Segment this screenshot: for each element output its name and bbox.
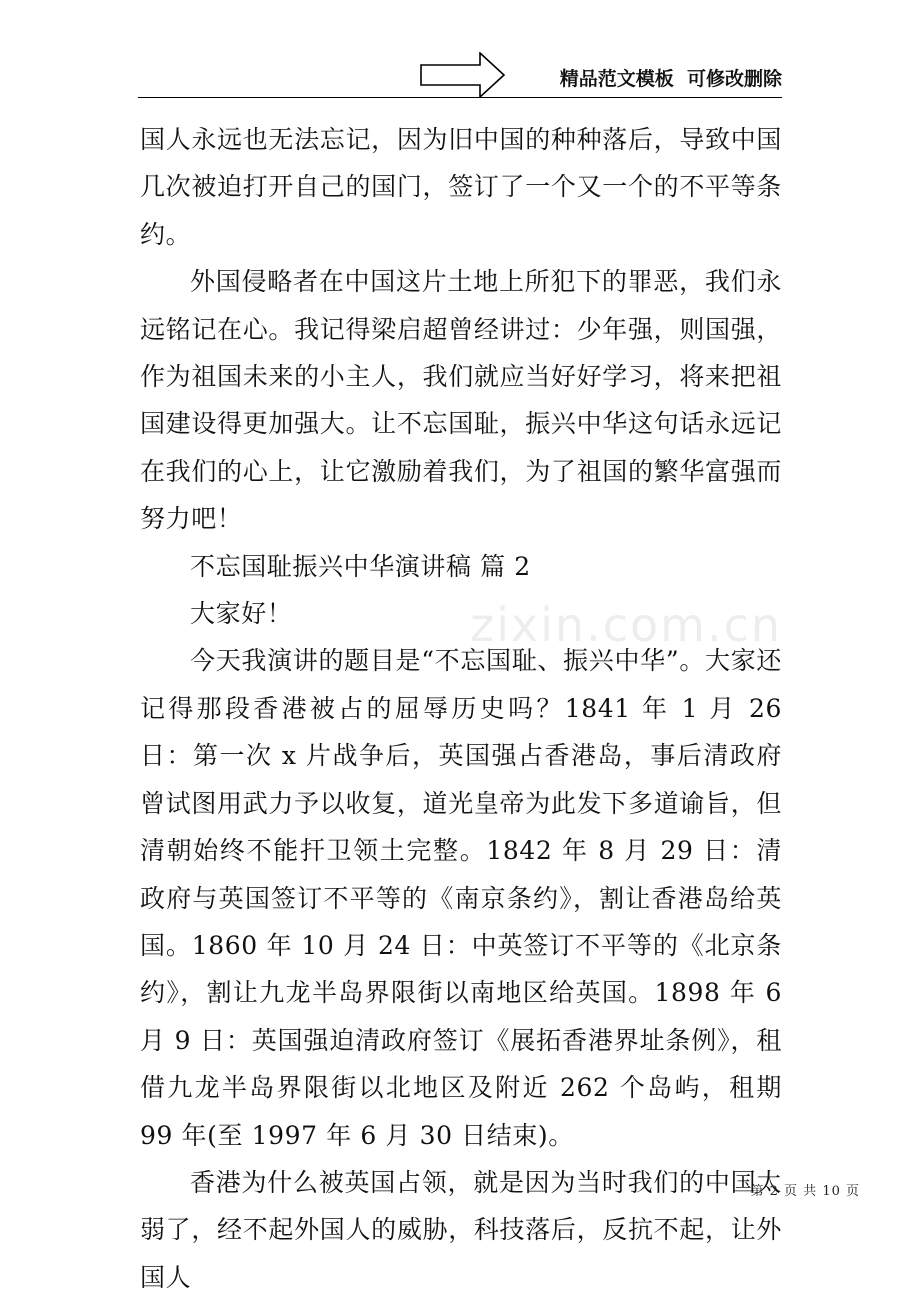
header-title: 精品范文模板 可修改删除: [559, 68, 782, 90]
paragraph: 香港为什么被英国占领，就是因为当时我们的中国太弱了，经不起外国人的威胁，科技落后，反抗不起，让外国人: [140, 1167, 782, 1292]
header-divider: [138, 97, 782, 98]
watermark: zixin.com.cn: [470, 598, 783, 652]
paragraph: 国人永远也无法忘记，因为旧中国的种种落后，导致中国几次被迫打开自己的国门，签订了一个又一个的不平等条约。: [140, 125, 782, 249]
paragraph: 今天我演讲的题目是“不忘国耻、振兴中华”。大家还记得那段香港被占的屈辱历史吗？1841 年 1 月 26 日：第一次 x 片战争后，英国强占香港岛，事后清政府曾试图用武力予以收复，道光皇帝为此发下多道谕旨，但清朝始终不能扞卫领土完整。1842 年 8 月 29 日：清政府与英国签订不平等的《南京条约》，割让香港岛给英国。1860 年 10 月 24 日：中英签订不平等的《北京条约》，割让九龙半岛界限街以南地区给英国。1898 年 6 月 9 日：英国强迫清政府签订《展拓香港界址条例》，租借九龙半岛界限街以北地区及附近 262 个岛屿，租期 99 年(至 1997 年 6 月 30 日结束)。: [140, 646, 782, 1150]
page-number: 第 2 页 共 10 页: [750, 1184, 860, 1199]
arrow-right-icon: [420, 52, 506, 98]
greeting: 大家好！: [190, 599, 293, 629]
document-body: [140, 116, 782, 1301]
page-header: [138, 48, 782, 98]
paragraph: 外国侵略者在中国这片土地上所犯下的罪恶，我们永远铭记在心。我记得梁启超曾经讲过：少年强，则国强，作为祖国未来的小主人，我们就应当好好学习，将来把祖国建设得更加强大。让不忘国耻，振兴中华这句话永远记在我们的心上，让它激励着我们，为了祖国的繁华富强而努力吧！: [140, 267, 782, 534]
section-title: 不忘国耻振兴中华演讲稿 篇 2: [190, 551, 531, 581]
